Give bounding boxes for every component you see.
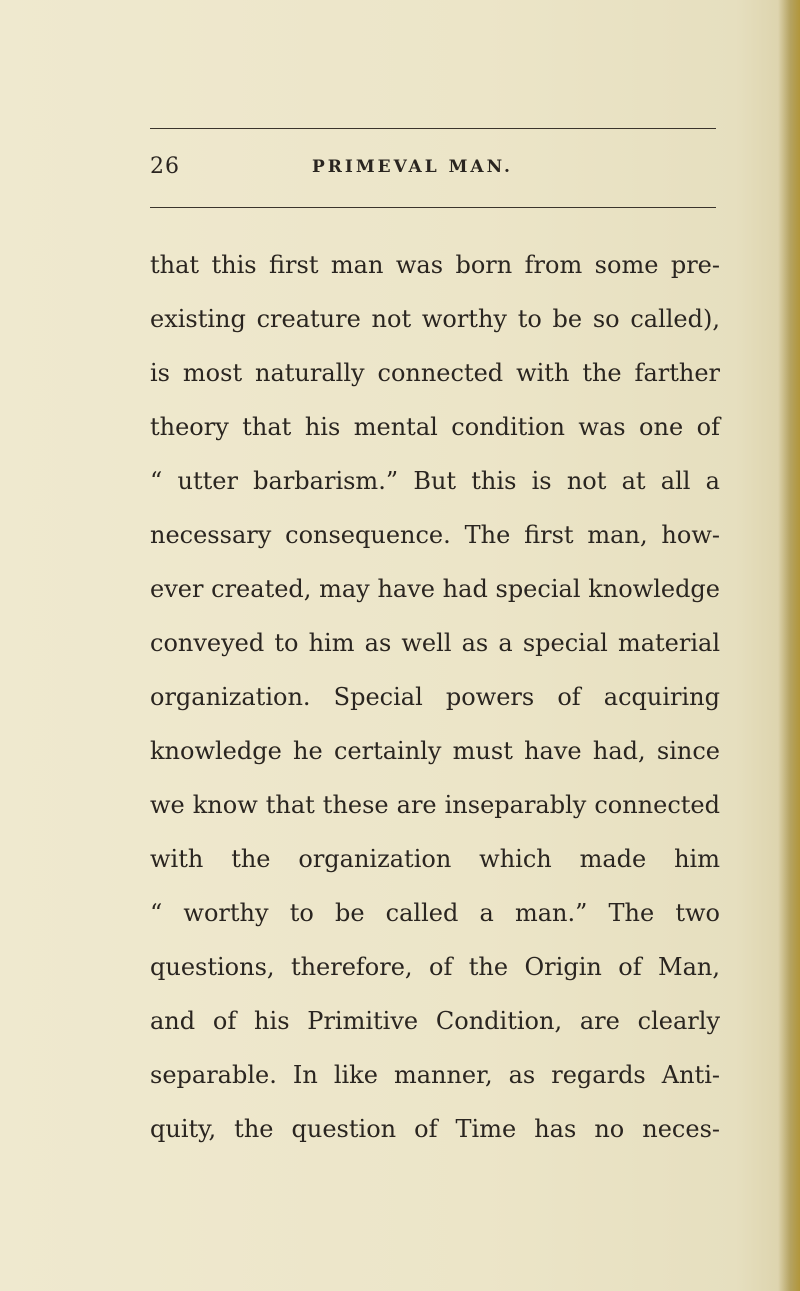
text-line: necessary consequence. The first man, how- <box>150 521 720 549</box>
text-line: we know that these are inseparably connected <box>150 791 720 819</box>
page-edge-shadow <box>778 0 800 1291</box>
text-line: with the organization which made him <box>150 845 720 873</box>
text-line: existing creature not worthy to be so called), <box>150 305 720 333</box>
text-line: separable. In like manner, as regards Anti- <box>150 1061 720 1089</box>
text-line: theory that his mental condition was one of <box>150 413 720 441</box>
body-text <box>150 238 720 1156</box>
text-line: “ worthy to be called a man.” The two <box>150 899 720 927</box>
text-line: and of his Primitive Condition, are clearly <box>150 1007 720 1035</box>
text-line: knowledge he certainly must have had, since <box>150 737 720 765</box>
text-line: ever created, may have had special knowledge <box>150 575 720 603</box>
text-line: conveyed to him as well as a special material <box>150 629 720 657</box>
text-line: quity, the question of Time has no neces- <box>150 1115 720 1143</box>
text-line: that this first man was born from some pre- <box>150 251 720 279</box>
text-line: is most naturally connected with the farther <box>150 359 720 387</box>
text-line: questions, therefore, of the Origin of Man, <box>150 953 720 981</box>
page-number: 26 <box>150 154 180 179</box>
text-line: organization. Special powers of acquiring <box>150 683 720 711</box>
text-line: “ utter barbarism.” But this is not at all a <box>150 467 720 495</box>
header-rule-top <box>150 128 716 129</box>
header-rule-bottom <box>150 207 716 208</box>
running-title: PRIMEVAL MAN. <box>312 157 513 177</box>
